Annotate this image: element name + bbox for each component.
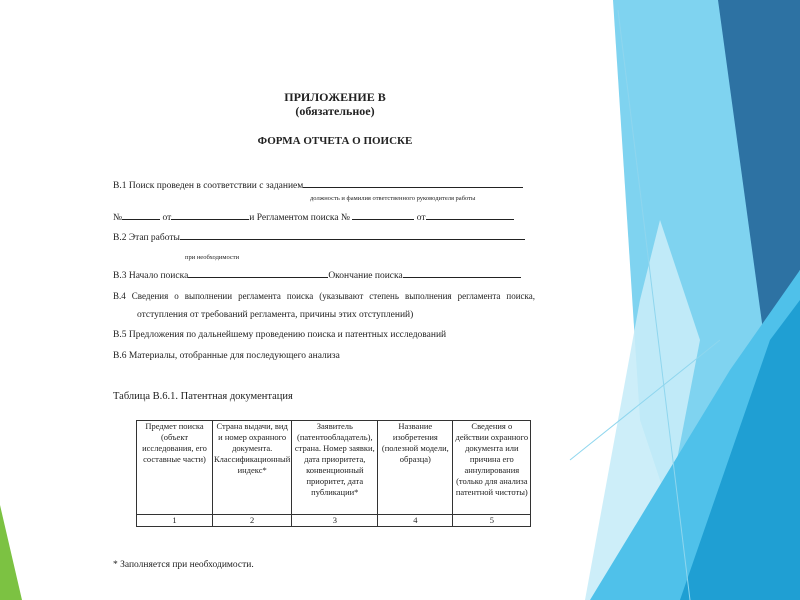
b4-line2: отступления от требований регламента, причины этих отступлений) [137,310,413,320]
task-number-field[interactable] [122,210,160,220]
table-header-cell: Предмет поиска (объект исследования, его составные части) [137,421,213,515]
b2-hint: при необходимости [185,254,239,261]
b6-label: В.6 Материалы, отобранные для последующего анализа [113,351,340,361]
table-header-cell: Название изобретения (полезной модели, образца) [378,421,453,515]
table-number-cell: 1 [137,515,213,527]
search-end-field[interactable] [403,268,521,278]
b1-field[interactable] [303,178,523,188]
reglament-label: и Регламентом поиска № [249,213,350,223]
b1-hint: должность и фамилия ответственного руководителя работы [310,195,475,202]
reglament-date-field[interactable] [426,210,514,220]
number-label: № [113,213,122,223]
table-number-cell: 3 [292,515,378,527]
appendix-subheading: (обязательное) [250,104,420,119]
form-title: ФОРМА ОТЧЕТА О ПОИСКЕ [230,135,440,147]
table-number-row [137,515,531,527]
b2-field[interactable] [180,230,525,240]
patent-documentation-table [136,420,531,527]
b5-label: В.5 Предложения по дальнейшему проведению поиска и патентных исследований [113,330,446,340]
table-header-row [137,421,531,515]
table-number-cell: 2 [213,515,292,527]
b3-end-label: Окончание поиска [328,271,402,281]
b1-label: В.1 Поиск проведен в соответствии с заданием [113,181,303,191]
reglament-number-field[interactable] [352,210,414,220]
b3-label: В.3 Начало поиска [113,271,188,281]
b2-label: В.2 Этап работы [113,233,180,243]
footnote: * Заполняется при необходимости. [113,560,254,570]
report-form-document [0,0,800,600]
appendix-heading: ПРИЛОЖЕНИЕ В [250,90,420,105]
from-label-2: от [417,213,426,223]
table-header-cell: Страна выдачи, вид и номер охранного документа. Классификационный индекс* [213,421,292,515]
table-header-cell: Заявитель (патентообладатель), страна. Номер заявки, дата приоритета, конвенционный приоритет, дата публикации* [292,421,378,515]
table-header-cell: Сведения о действии охранного документа или причина его аннулирования (только для анализа патентной чистоты) [453,421,531,515]
b4-line1: В.4 Сведения о выполнении регламента поиска (указывают степень выполнения регламента поиска, [113,291,535,301]
task-date-field[interactable] [171,210,249,220]
from-label: от [162,213,171,223]
search-start-field[interactable] [188,268,328,278]
table-caption: Таблица В.6.1. Патентная документация [113,391,293,402]
table-number-cell: 5 [453,515,531,527]
table-number-cell: 4 [378,515,453,527]
